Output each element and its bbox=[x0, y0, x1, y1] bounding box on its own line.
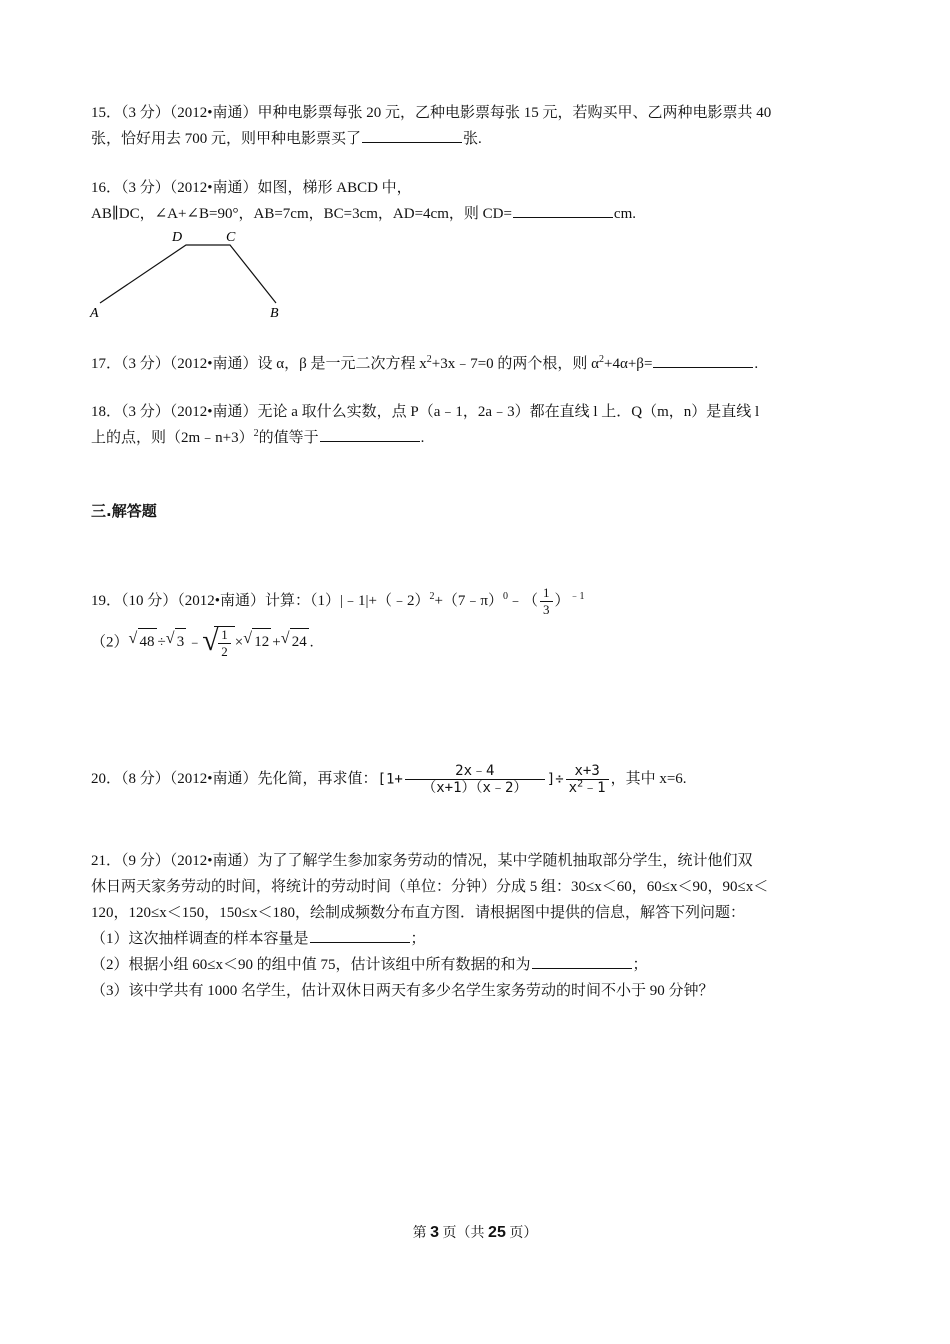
sqrt-24: √ 24 bbox=[281, 628, 309, 655]
q19-part1: 19．（10 分）（2012•南通）计算：（1）|﹣1|+（﹣2）$^2$+（7﹣π）$^0$﹣（ $\frac{1}{3}$ ）$^{﹣1}$ bbox=[91, 585, 585, 617]
q18-line1: 18．（3 分）（2012•南通）无论 a 取什么实数，点 P（a﹣1，2a﹣3）都在直线 l 上．Q（m，n）是直线 l bbox=[91, 404, 760, 420]
one-third-fraction: $\frac{1}{3}$ bbox=[540, 585, 553, 618]
fraction-x-plus-3: $\frac{x+3}{x^2﹣1}$ bbox=[566, 763, 609, 796]
question-20: 20．（8 分）（2012•南通）先化简，再求值：[1+ $\frac{2x﹣4}{(x+1)(x﹣2)}$ ]÷ $\frac{x+3}{x^2﹣1}$ ，其中 x=6. bbox=[91, 763, 687, 796]
q18-line2: 上的点，则（2m﹣n+3）$^2$的值等于 . bbox=[91, 428, 425, 446]
question-16 bbox=[91, 175, 866, 227]
label-C: C bbox=[226, 230, 236, 245]
label-A: A bbox=[90, 306, 99, 321]
q15-line2: 张，恰好用去 700 元，则甲种电影票买了 张. bbox=[91, 126, 866, 152]
question-21: 21．（9 分）（2012•南通）为了了解学生参加家务劳动的情况，某中学随机抽取部分学生，统计他们双 休日两天家务劳动的时间，将统计的劳动时间（单位：分钟）分成 5 组：30≤x＜60，60≤x＜90，90≤x＜ 120，120≤x＜150，150≤x＜180，绘制成频数分布直方图．请根据图中提供的信息，解答下列问题： （1）这次抽样调查的样本容量是 ； （2）根据小组 60≤x＜90 的组中值 75，估计该组中所有数据的和为 ； （3）该中学共有 1000 名学生，估计双休日两天有多少名学生家务劳动的时间不小于 90 分钟？ bbox=[91, 848, 866, 1004]
question-17: 17．（3 分）（2012•南通）设 α，β 是一元二次方程 $x^2+3x﹣7=0$ 的两个根，则 $\alpha^2+4\alpha+\beta=$ . bbox=[91, 354, 759, 372]
total-pages: 25 bbox=[488, 1224, 506, 1241]
label-B: B bbox=[270, 306, 279, 321]
sqrt-3: √ 3 bbox=[166, 628, 187, 655]
q21-part1: （1）这次抽样调查的样本容量是 ； bbox=[91, 926, 866, 952]
q15-line1: 15．（3 分）（2012•南通）甲种电影票每张 20 元，乙种电影票每张 15 元，若购买甲、乙两种电影票共 40 bbox=[91, 105, 772, 121]
q15-answer-blank[interactable] bbox=[362, 128, 462, 143]
label-D: D bbox=[172, 230, 183, 245]
fraction-2x-4: $\frac{2x﹣4}{(x+1)(x﹣2)}$ bbox=[405, 763, 545, 796]
sqrt-48: √ 48 bbox=[129, 628, 157, 655]
q18-answer-blank[interactable] bbox=[320, 427, 420, 442]
q17-answer-blank[interactable] bbox=[653, 353, 753, 368]
q16-line2: AB∥DC，∠A+∠B=90°，AB=7cm，BC=3cm，AD=4cm，则 CD= cm. bbox=[91, 201, 866, 227]
question-18 bbox=[91, 399, 866, 451]
trapezoid-outline bbox=[100, 245, 276, 303]
q16-line1: 16．（3 分）（2012•南通）如图，梯形 ABCD 中， bbox=[91, 180, 412, 196]
q21-part2: （2）根据小组 60≤x＜90 的组中值 75，估计该组中所有数据的和为 ； bbox=[91, 952, 866, 978]
question-19 bbox=[91, 585, 866, 660]
q16-answer-blank[interactable] bbox=[513, 203, 613, 218]
section-title: 三.解答题 bbox=[91, 502, 157, 520]
q19-part2: （2）√ 48 ÷√ 3 ﹣ √ $\frac{1}{2}$ ×√ 12 +√ 24 . bbox=[91, 626, 866, 660]
q21-p2-answer-blank[interactable] bbox=[532, 954, 632, 969]
trapezoid-figure bbox=[88, 226, 288, 326]
sqrt-12: √ 12 bbox=[243, 628, 271, 655]
page-footer: 第 3 页（共 25 页） bbox=[412, 1224, 538, 1241]
q21-p1-answer-blank[interactable] bbox=[310, 928, 410, 943]
q21-part3: （3）该中学共有 1000 名学生，估计双休日两天有多少名学生家务劳动的时间不小于 90 分钟？ bbox=[91, 983, 714, 999]
sqrt-one-half: √ $\frac{1}{2}$ bbox=[202, 626, 235, 660]
page-number: 3 bbox=[430, 1224, 440, 1241]
question-15 bbox=[91, 100, 866, 152]
